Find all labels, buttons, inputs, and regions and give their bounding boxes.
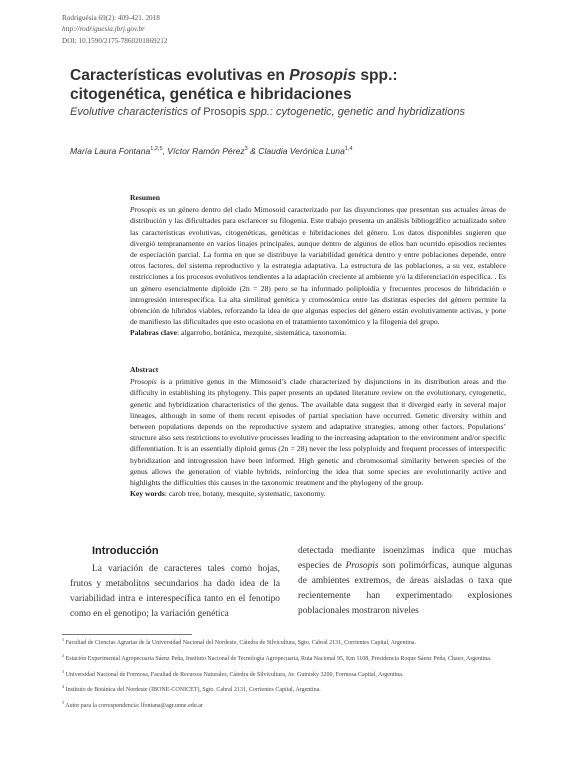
resumen-keywords: Palabras clave: algarrobo, botánica, mezquite, sistemática, taxonomía. <box>130 328 347 338</box>
resumen-text: Prosopis es un género dentro del clado Mimosoid caracterizado por las disyunciones que presentan sus actuales áreas de distribución y las dificultades para esclarecer su filogenia. Este trabajo presenta un análisis bibliográfico actualizado sobre las características evolutivas, citogenéticas, genéticas e hibridaciones del género. Los datos disponibles sugieren que divergió tempranamente en varios linajes principales, aunque dentro de algunos de ellos han ocurrido episodios recientes de especiación parcial. La forma en que se distribuye la variabilidad genética dentro y entre poblaciones depende, entre otros factores, del sistema reproductivo y la estrategia adaptativa. La estructura de las poblaciones, a su vez, establece restricciones a los procesos evolutivos tendientes a la adaptación creciente al ambiente y/o la diferenciación específica. . Es un género esencialmente diploide (2n = 28) pero se ha informado poliploidía y frecuentes procesos de hibridación e introgresión interespecífica. La alta similitud genética y cromosómica entre las distintas especies del género permite la obtención de híbridos viables, reforzando la idea de que algunas especies del género están evolutivamente activas, y pone de manifiesto las dificultades que esto ocasiona en el tratamiento taxonómico y la filogenia del grupo. <box>130 205 506 327</box>
resumen-section <box>130 192 506 339</box>
footnote: $^1$ Facultad de Ciencias Agrarias de la Universidad Nacional del Nordeste, Cátedra de Silvicultura, Sgto. Cabral 2131, Corrientes Capital, Argentina. <box>62 637 417 646</box>
title-species: Prosopis <box>289 67 357 84</box>
introduction-heading: Introducción <box>92 545 159 557</box>
footnote: $^4$ Instituto de Botánica del Nordeste (IBONE-CONICET), Sgto. Cabral 2131, Corrientes Capital, Argentina. <box>62 684 321 694</box>
article-title: Características evolutivas en Prosopis spp.: citogenética, genética e hibridaciones <box>70 67 398 103</box>
introduction-column-right <box>298 544 512 619</box>
author-name: Víctor Ramón Pérez <box>167 146 245 156</box>
footnote: $^3$ Universidad Nacional de Formosa, Facultad de Recursos Naturales, Cátedra de Silvicultura, Av. Gutnisky 3200, Formosa Capital, Argentina. <box>62 668 404 678</box>
doi: DOI: 10.1590/2175-7860201869212 <box>62 36 168 45</box>
introduction-column-left <box>70 544 280 622</box>
footnotes <box>62 636 522 715</box>
resumen-heading: Resumen <box>130 193 160 202</box>
abstract-section <box>130 364 506 499</box>
introduction-paragraph: La variación de caracteres tales como hojas, frutos y metabolitos secundarios ha dado idea de la variabilidad intra e interespecífica tanto en el fenotipo como en el genotipo; la variación genética <box>70 564 280 619</box>
footnote: $^2$ Estación Experimental Agropecuaria Sáenz Peña, Instituto Nacional de Tecnología Agropecuaria, Ruta Nacional 95, Km 1108, Presidencia Roque Sáenz Peña, Chaco, Argentina. <box>62 652 492 662</box>
footnote-divider <box>62 634 192 635</box>
journal-citation: Rodriguésia 69(2): 409-421. 2018 <box>62 14 160 22</box>
introduction-paragraph-continued: detectada mediante isoenzimas indica que muchas especies de Prosopis son polimórficas, aunque algunas de ambientes extremos, de áreas aisladas o taxa que recientemente han experimentado explosiones poblacionales mostraron niveles <box>298 546 512 616</box>
abstract-keywords: Key words: carob tree, botany, mesquite, systematic, taxonomy. <box>130 489 326 499</box>
article-title-english: Evolutive characteristics of Prosopis spp.: cytogenetic, genetic and hybridizations <box>70 106 465 118</box>
footnote-corresponding-author: $^5$ Autor para la correspondencia: lfontana@agr.unne.edu.ar <box>62 700 203 710</box>
abstract-heading: Abstract <box>130 365 159 374</box>
journal-url[interactable]: http://rodriguesia.jbrj.gov.br <box>62 25 145 34</box>
author-name: Claudia Verónica Luna <box>258 146 345 156</box>
abstract-text: Prosopis is a primitive genus in the Mimosoid’s clade characterized by disjunctions in its distribution areas and the difficulty in establishing its phylogeny. This paper presents an updated literature review on the evolutionary, cytogenetic, genetic and hybridization characteristics of the genus. The available data suggest that it diverged early in several major lineages, although in some of them recent episodes of partial speciation have occurred. Genetic diversity within and between populations depends on the reproductive system and adaptative strategies, among other factors. Populations’ structure also sets restrictions to evolutive processes leading to the increasing adaptation to the environment and/or specific differentiation. It is an essentially diploid genus (2n = 28) never the less polyploidy and frequent processes of interspecific hybridization and introgression have been informed. High genetic and chromosomal similarity between species of the genus allows the generation of viable hybrids, reinforcing the idea that some species are evolutionarily active and highlights the difficulties this causes in the taxonomic treatment and the phylogeny of the group. <box>130 377 506 488</box>
author-name: María Laura Fontana <box>70 146 151 156</box>
authors: María Laura Fontana$^{1,2,5}$, Víctor Ramón Pérez$^3$ & Claudia Verónica Luna$^{1,4}$ <box>70 146 353 156</box>
journal-header <box>62 13 167 47</box>
